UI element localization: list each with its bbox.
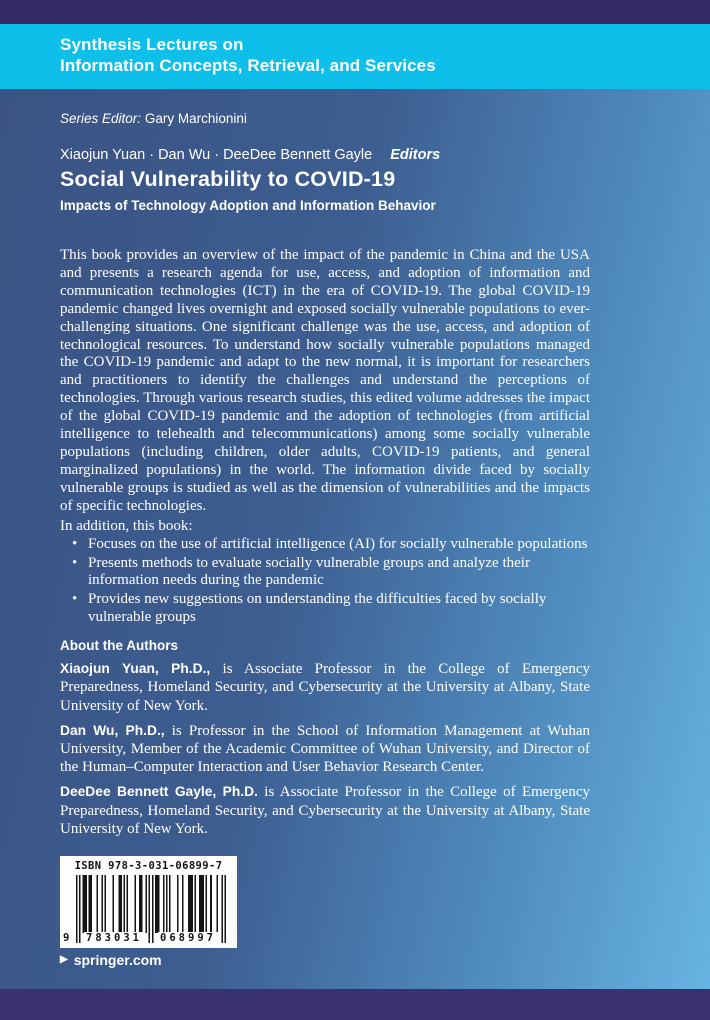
springer-url-label: springer.com [73,952,162,968]
author-name: DeeDee Bennett Gayle, Ph.D. [60,784,258,800]
barcode-left-group: 783031 [84,932,144,944]
author-name: Xiaojun Yuan, Ph.D., [60,661,211,677]
feature-bullet: • Presents methods to evaluate socially vulnerable groups and analyze their information needs during the pandemic [60,555,590,590]
barcode-first-digit: 9 [63,932,70,944]
springer-link[interactable] [60,952,162,968]
feature-bullet: • Focuses on the use of artificial intelligence (AI) for socially vulnerable populations [60,536,590,554]
series-banner [0,24,710,89]
author-name: Dan Wu, Ph.D., [60,722,165,738]
cover-body [0,89,710,989]
editors-label: Editors [390,147,441,163]
editors-line [60,147,590,163]
series-banner-line1: Synthesis Lectures on [60,35,244,54]
series-editor-name: Gary Marchionini [144,111,247,126]
author-bio [60,783,590,838]
about-authors-heading: About the Authors [60,638,178,654]
editors-names: Xiaojun Yuan · Dan Wu · DeeDee Bennett Gayle [60,147,373,163]
in-addition-intro: In addition, this book: [60,517,193,534]
book-description: This book provides an overview of the impact of the pandemic in China and the USA and presents a research agenda for use, access, and adoption of information and communication technologies (ICT) in the era of COVID-19. The global COVID-19 pandemic changed lives overnight and exposed socially vulnerable populations to ever-challenging situations. One significant challenge was the use, access, and adoption of technological resources. To understand how socially vulnerable populations managed the COVID-19 pandemic and adapt to the new normal, it is important for researchers and practitioners to identify the challenges and understand the perceptions of technologies. Through various research studies, this edited volume addresses the impact of the global COVID-19 pandemic and the adoption of technologies (from artificial intelligence to telehealth and telecommunications) among some socially vulnerable populations (including children, older adults, COVID-19 patients, and general marginalized populations) in the world. The information divide faced by socially vulnerable groups is studied as well as the dimension of vulnerabilities and the impacts of specific technologies. [60,247,590,514]
feature-bullet-list [60,536,590,626]
author-bio-text: is Associate Professor in the College of Emergency Preparedness, Homeland Security, and Cybersecurity at the University at Albany, State University of New York. [60,661,590,714]
author-bio [60,722,590,777]
isbn-barcode [60,856,237,948]
book-title: Social Vulnerability to COVID-19 [60,167,396,191]
series-banner-line2: Information Concepts, Retrieval, and Services [60,56,436,75]
author-bio-text: is Professor in the School of Information Management at Wuhan University, Member of the Academic Committee of Wuhan University, and Director of the Human–Computer Interaction and User Behavior Research Center. [60,722,590,776]
barcode-right-group: 068997 [158,932,218,944]
series-editor-label: Series Editor: [60,111,142,126]
bottom-navy-bar [0,989,710,1020]
book-subtitle: Impacts of Technology Adoption and Information Behavior [60,198,436,213]
series-editor-line [60,89,590,126]
triangle-arrow-icon: ▶ [60,954,68,965]
in-addition-section [60,518,590,627]
author-bio-text: is Associate Professor in the College of Emergency Preparedness, Homeland Security, and Cybersecurity at the University at Albany, State University of New York. [60,784,590,837]
author-bio [60,660,590,715]
feature-bullet: • Provides new suggestions on understanding the difficulties faced by socially vulnerable groups [60,591,590,626]
top-navy-bar [0,0,710,24]
isbn-number-label: ISBN 978-3-031-06899-7 [74,860,223,872]
